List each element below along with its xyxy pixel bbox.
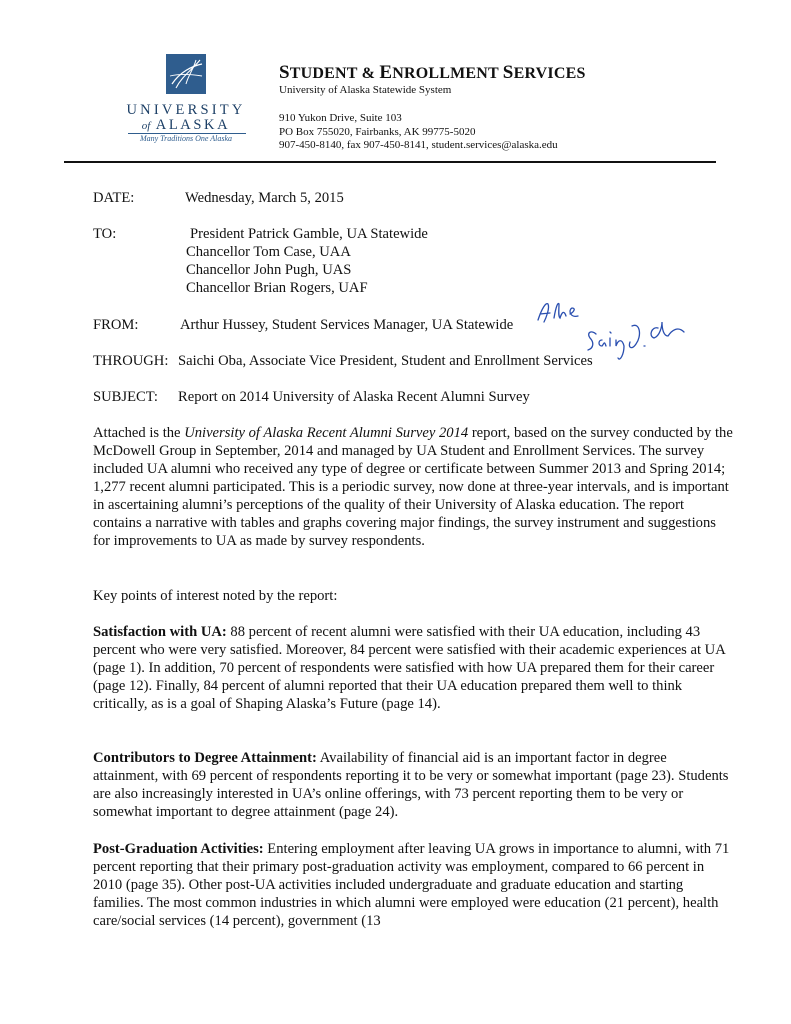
section-heading: Satisfaction with UA:: [93, 624, 227, 640]
address-line: PO Box 755020, Fairbanks, AK 99775-5020: [279, 126, 476, 138]
from-label: FROM:: [93, 317, 139, 333]
date-value: Wednesday, March 5, 2015: [185, 190, 344, 206]
university-name-line2: [124, 117, 248, 134]
university-of-word: of: [141, 120, 151, 132]
to-recipient: Chancellor Tom Case, UAA: [186, 244, 351, 260]
handwritten-signature: [532, 296, 712, 376]
report-title: University of Alaska Recent Alumni Survey 2014: [184, 425, 469, 441]
address-line: 910 Yukon Drive, Suite 103: [279, 112, 402, 124]
key-points-line: Key points of interest noted by the report:: [93, 588, 338, 604]
post-graduation-paragraph: Post-Graduation Activities: Entering employment after leaving UA grows in importance to alumni, with 71 percent reporting that their primary post-graduation activity was employment, compared to 66 percent in 2010 (page 35). Other post-UA activities included undergraduate and graduate education and starting families. The most common industries in which alumni were employed were education (21 percent), health care/social services (14 percent), government (13: [93, 841, 730, 929]
department-subtitle: University of Alaska Statewide System: [279, 84, 452, 96]
from-value: Arthur Hussey, Student Services Manager, UA Statewide: [180, 317, 514, 333]
university-name-line1: UNIVERSITY: [126, 102, 246, 118]
satisfaction-paragraph: Satisfaction with UA: 88 percent of recent alumni were satisfied with their UA education, including 43 percent who were very satisfied. Moreover, 84 percent were satisfied with their academic experiences at UA (page 1). In addition, 70 percent of respondents were satisfied with how UA prepared them for their career (page 12). Finally, 84 percent of alumni reported that their UA education prepared them well to think critically, as is a goal of Shaping Alaska’s Future (page 14).: [93, 624, 725, 712]
to-label: TO:: [93, 226, 117, 242]
date-label: DATE:: [93, 190, 135, 206]
department-title: STUDENT & ENROLLMENT SERVICES: [279, 62, 586, 83]
intro-paragraph: Attached is the University of Alaska Recent Alumni Survey 2014 report, based on the survey conducted by the McDowell Group in September, 2014 and managed by UA Student and Enrollment Services. The survey included UA alumni who received any type of degree or certificate between Summer 2013 and Spring 2014; 1,277 recent alumni participated. This is a periodic survey, now done at three-year intervals, and is important in ascertaining alumni’s perceptions of the quality of their University of Alaska education. The report contains a narrative with tables and graphs covering major findings, the survey instrument and suggestions for improvements to UA as made by survey respondents.: [93, 425, 733, 549]
university-alaska-word: ALASKA: [155, 117, 231, 133]
subject-label: SUBJECT:: [93, 389, 158, 405]
university-logo-icon: [166, 54, 206, 94]
contributors-paragraph: Contributors to Degree Attainment: Availability of financial aid is an important factor in degree attainment, with 69 percent of respondents reporting it to be very or somewhat important (page 23). Students are also increasingly interested in UA’s online offerings, with 73 percent reporting them to be very or somewhat important to degree attainment (page 24).: [93, 750, 729, 820]
header-divider: [64, 161, 716, 163]
through-value: Saichi Oba, Associate Vice President, Student and Enrollment Services: [178, 353, 593, 369]
to-recipient: Chancellor Brian Rogers, UAF: [186, 280, 368, 296]
through-label: THROUGH:: [93, 353, 169, 369]
to-recipient: President Patrick Gamble, UA Statewide: [190, 226, 428, 242]
university-tagline: Many Traditions One Alaska: [139, 134, 233, 143]
section-heading: Contributors to Degree Attainment:: [93, 750, 317, 766]
contact-line: 907-450-8140, fax 907-450-8141, student.services@alaska.edu: [279, 139, 558, 151]
subject-value: Report on 2014 University of Alaska Recent Alumni Survey: [178, 389, 530, 405]
to-recipient: Chancellor John Pugh, UAS: [186, 262, 352, 278]
section-heading: Post-Graduation Activities:: [93, 841, 264, 857]
